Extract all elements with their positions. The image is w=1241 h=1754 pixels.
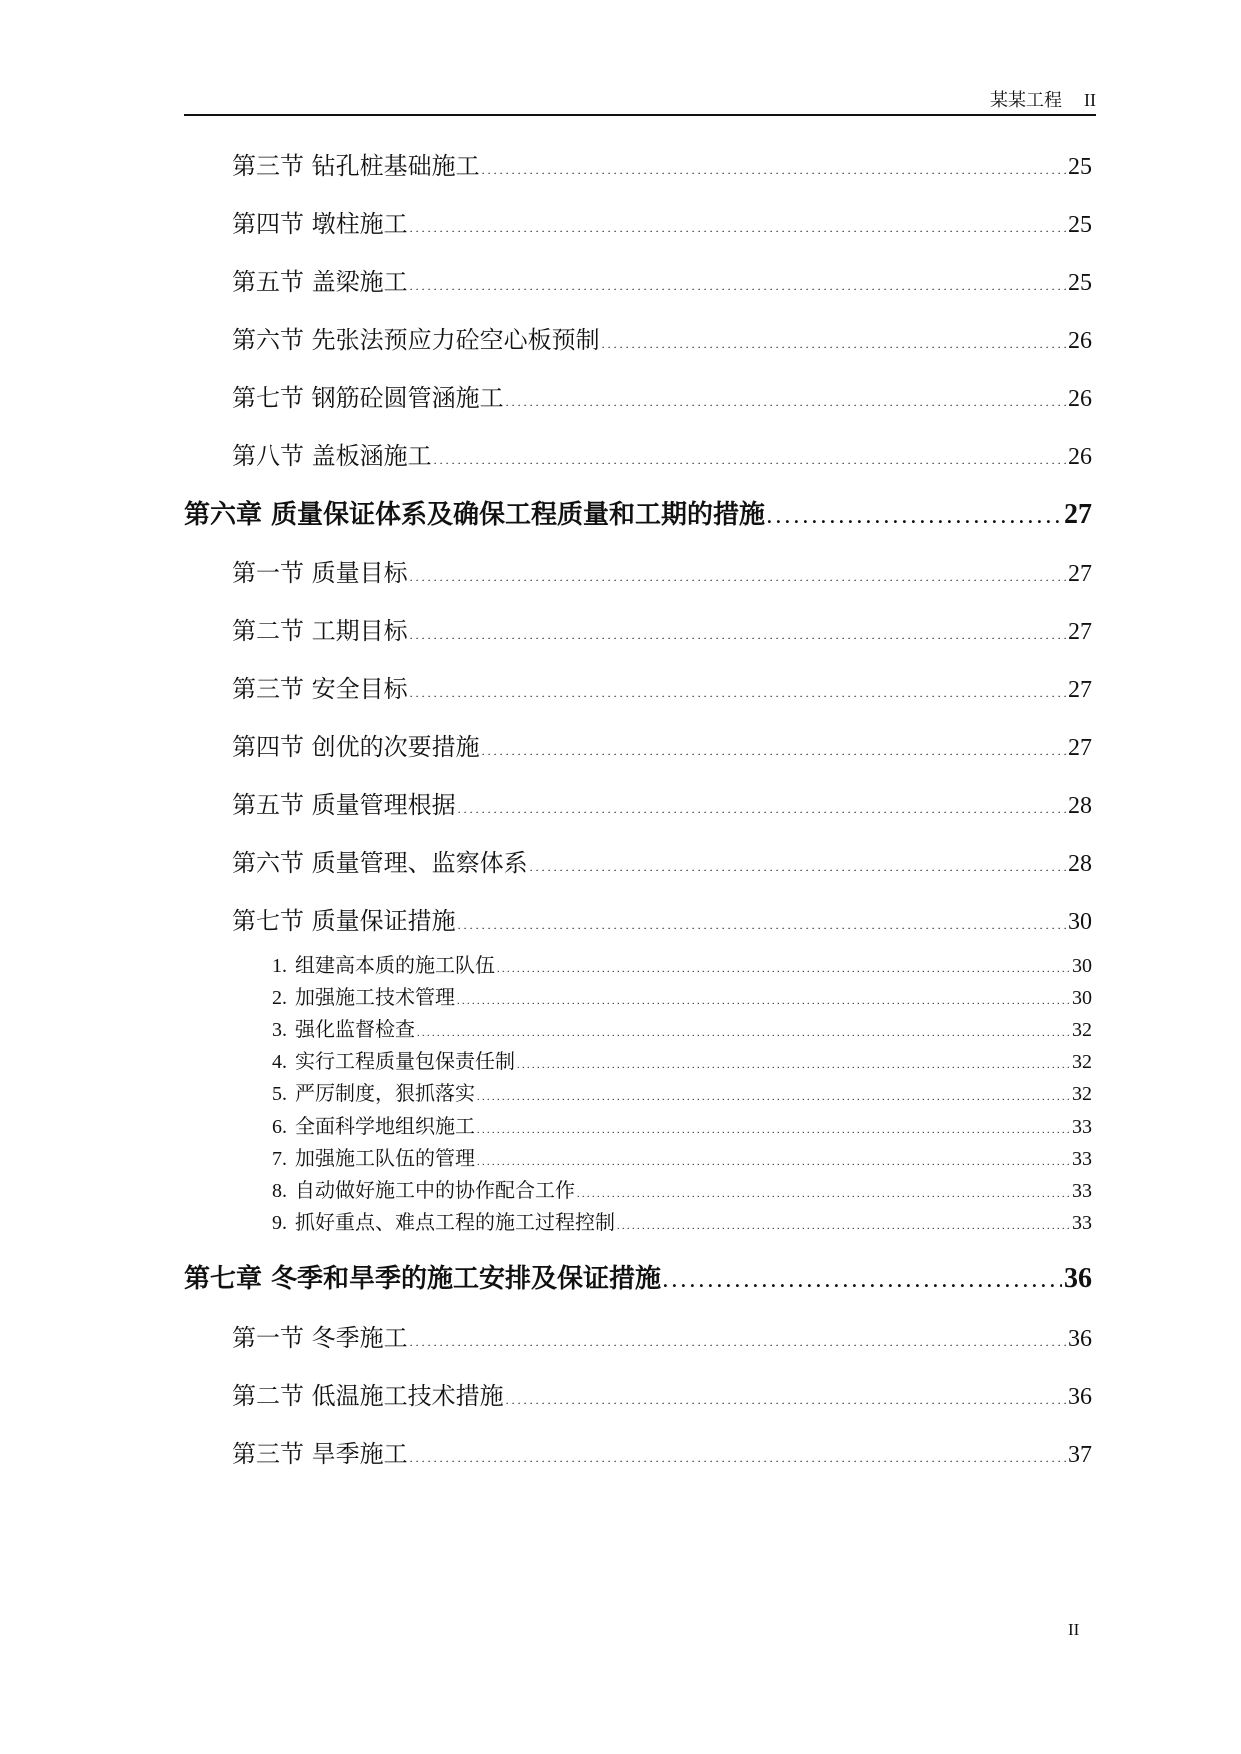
toc-leader-dots: [663, 1271, 1062, 1292]
toc-entry[interactable]: [232, 262, 1092, 297]
toc-entry-page: 36: [1068, 1326, 1092, 1352]
toc-entry[interactable]: [232, 320, 1092, 355]
toc-subitem-title: 自动做好施工中的协作配合工作: [295, 1178, 575, 1202]
toc-subitem[interactable]: [272, 1142, 1092, 1171]
toc-leader-dots: [617, 1221, 1070, 1232]
toc-entry-page: 28: [1068, 793, 1092, 819]
toc-subitem-number: 7.: [272, 1148, 287, 1170]
toc-leader-dots: [506, 1393, 1066, 1408]
toc-subitem-number: 4.: [272, 1051, 287, 1073]
toc-leader-dots: [458, 802, 1066, 817]
toc-subitem[interactable]: [272, 1013, 1092, 1042]
toc-leader-dots: [517, 1060, 1070, 1071]
toc-subitem-number: 9.: [272, 1212, 287, 1234]
toc-entry-page: 37: [1068, 1442, 1092, 1468]
toc-entry[interactable]: [232, 146, 1092, 181]
toc-entry-page: 30: [1068, 909, 1092, 935]
toc-entry-page: 27: [1068, 735, 1092, 761]
toc-subitem[interactable]: [272, 1045, 1092, 1074]
toc-subitem-page: 30: [1072, 955, 1092, 977]
toc-leader-dots: [410, 221, 1066, 236]
toc-subitem[interactable]: [272, 949, 1092, 978]
toc-subitem[interactable]: [272, 1077, 1092, 1106]
toc-entry-page: 25: [1068, 270, 1092, 296]
toc-entry-page: 27: [1068, 561, 1092, 587]
toc-subitem-page: 33: [1072, 1116, 1092, 1138]
toc-entry-title: 第二节 低温施工技术措施: [232, 1382, 504, 1410]
toc-leader-dots: [602, 337, 1066, 352]
toc-subitem-title: 加强施工队伍的管理: [295, 1146, 475, 1170]
toc-subitem-page: 30: [1072, 987, 1092, 1009]
toc-entry[interactable]: [232, 611, 1092, 646]
toc-entry-page: 27: [1068, 619, 1092, 645]
toc-leader-dots: [767, 507, 1062, 528]
toc-leader-dots: [417, 1028, 1070, 1039]
toc-leader-dots: [410, 628, 1066, 643]
toc-chapter-title: 第七章 冬季和旱季的施工安排及保证措施: [184, 1264, 662, 1294]
toc-subitem-page: 33: [1072, 1180, 1092, 1202]
toc-subitem-number: 3.: [272, 1019, 287, 1041]
toc-leader-dots: [410, 570, 1066, 585]
toc-entry[interactable]: [232, 669, 1092, 704]
toc-entry-title: 第八节 盖板涵施工: [232, 442, 432, 470]
toc-entry-title: 第五节 质量管理根据: [232, 791, 456, 819]
toc-leader-dots: [410, 1451, 1066, 1466]
toc-leader-dots: [482, 744, 1066, 759]
toc-entry-page: 27: [1068, 677, 1092, 703]
toc-entry[interactable]: [232, 1434, 1092, 1469]
toc-subitem-title: 抓好重点、难点工程的施工过程控制: [295, 1210, 615, 1234]
toc-leader-dots: [477, 1092, 1070, 1103]
toc-subitem[interactable]: [272, 1110, 1092, 1139]
toc-leader-dots: [497, 964, 1070, 975]
toc-entry[interactable]: [232, 843, 1092, 878]
toc-entry-page: 36: [1068, 1384, 1092, 1410]
toc-entry-page: 28: [1068, 851, 1092, 877]
toc-subitem-title: 严厉制度，狠抓落实: [295, 1081, 475, 1105]
toc-leader-dots: [458, 918, 1066, 933]
toc-entry-title: 第四节 创优的次要措施: [232, 733, 480, 761]
toc-leader-dots: [434, 453, 1066, 468]
toc-subitem-title: 强化监督检查: [295, 1017, 415, 1041]
toc-subitem-page: 33: [1072, 1212, 1092, 1234]
toc-subitem[interactable]: [272, 1206, 1092, 1235]
toc-leader-dots: [477, 1125, 1070, 1136]
toc-entry[interactable]: [232, 553, 1092, 588]
toc-leader-dots: [457, 996, 1070, 1007]
toc-subitem-number: 8.: [272, 1180, 287, 1202]
toc-subitem-number: 2.: [272, 987, 287, 1009]
toc-subitem-page: 32: [1072, 1051, 1092, 1073]
toc-entry[interactable]: [232, 378, 1092, 413]
toc-entry-title: 第三节 安全目标: [232, 675, 408, 703]
toc-chapter[interactable]: [184, 494, 1092, 531]
toc-leader-dots: [410, 1335, 1066, 1350]
toc-subitem-title: 实行工程质量包保责任制: [295, 1049, 515, 1073]
toc-leader-dots: [577, 1189, 1070, 1200]
toc-entry-title: 第四节 墩柱施工: [232, 210, 408, 238]
toc-leader-dots: [410, 686, 1066, 701]
toc-subitem-page: 33: [1072, 1148, 1092, 1170]
toc-subitem-page: 32: [1072, 1019, 1092, 1041]
toc-entry-title: 第六节 质量管理、监察体系: [232, 849, 528, 877]
toc-subitem-title: 全面科学地组织施工: [295, 1114, 475, 1138]
toc-entry-title: 第三节 钻孔桩基础施工: [232, 152, 480, 180]
toc-entry-title: 第一节 冬季施工: [232, 1324, 408, 1352]
toc-entry-page: 26: [1068, 386, 1092, 412]
toc-entry-page: 25: [1068, 154, 1092, 180]
toc-chapter-page: 27: [1064, 499, 1092, 530]
toc-subitem-number: 1.: [272, 955, 287, 977]
toc-leader-dots: [477, 1157, 1070, 1168]
toc-subitem-title: 组建高本质的施工队伍: [295, 953, 495, 977]
toc-entry[interactable]: [232, 436, 1092, 471]
header-page-number: II: [1084, 90, 1096, 110]
toc-entry-page: 25: [1068, 212, 1092, 238]
toc-subitem-page: 32: [1072, 1083, 1092, 1105]
toc-leader-dots: [410, 279, 1066, 294]
footer-page-number: II: [1068, 1620, 1080, 1639]
toc-entry[interactable]: [232, 727, 1092, 762]
toc-chapter[interactable]: [184, 1258, 1092, 1295]
toc-entry-title: 第二节 工期目标: [232, 617, 408, 645]
toc-entry-page: 26: [1068, 328, 1092, 354]
toc-entry-title: 第七节 钢筋砼圆管涵施工: [232, 384, 504, 412]
toc-entry[interactable]: [232, 901, 1092, 936]
toc-subitem-title: 加强施工技术管理: [295, 985, 455, 1009]
toc-entry-title: 第五节 盖梁施工: [232, 268, 408, 296]
toc-chapter-title: 第六章 质量保证体系及确保工程质量和工期的措施: [184, 500, 766, 530]
toc-leader-dots: [506, 395, 1066, 410]
toc-subitem-number: 5.: [272, 1083, 287, 1105]
toc-subitem[interactable]: [272, 1174, 1092, 1203]
toc-subitem-number: 6.: [272, 1116, 287, 1138]
toc-entry-title: 第七节 质量保证措施: [232, 907, 456, 935]
toc-chapter-page: 36: [1064, 1263, 1092, 1294]
toc-entry-title: 第三节 旱季施工: [232, 1440, 408, 1468]
toc-entry-title: 第六节 先张法预应力砼空心板预制: [232, 326, 600, 354]
toc-subitem[interactable]: [272, 981, 1092, 1010]
toc-entry[interactable]: [232, 1318, 1092, 1353]
toc-entry[interactable]: [232, 204, 1092, 239]
toc-entry[interactable]: [232, 785, 1092, 820]
toc-leader-dots: [530, 860, 1066, 875]
toc-entry-title: 第一节 质量目标: [232, 559, 408, 587]
header-title: 某某工程: [990, 90, 1062, 111]
toc-leader-dots: [482, 163, 1066, 178]
toc-entry-page: 26: [1068, 444, 1092, 470]
toc-entry[interactable]: [232, 1376, 1092, 1411]
